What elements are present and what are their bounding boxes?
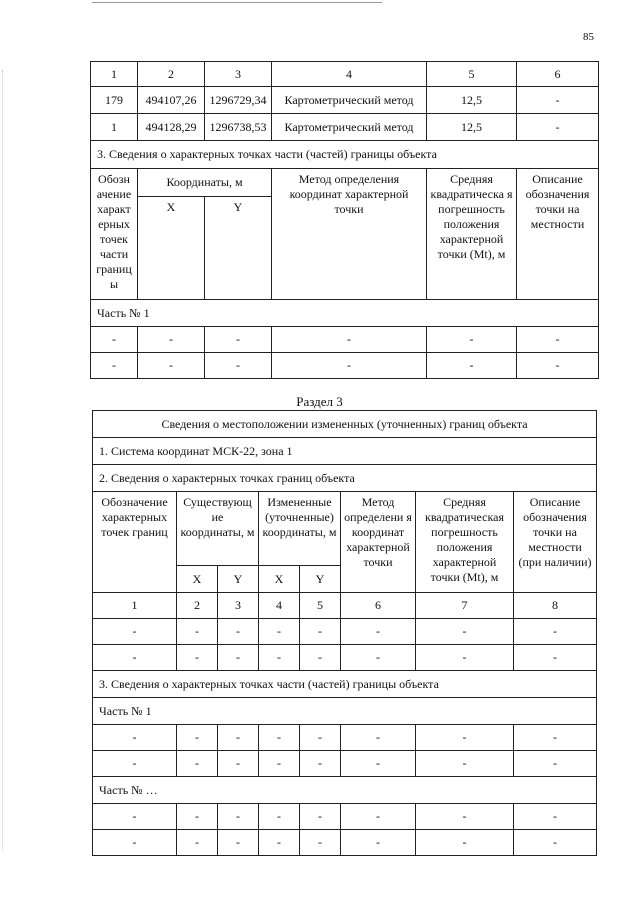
table-cell: - [517, 114, 599, 141]
table-cell: 1296729,34 [205, 87, 272, 114]
table-cell: - [218, 619, 259, 645]
table-cell: 494107,26 [138, 87, 205, 114]
page-number: 85 [583, 31, 594, 43]
header-description: Описание обозначения точки на местности [517, 169, 599, 300]
table-cell: - [300, 619, 341, 645]
header-y: Y [300, 566, 341, 593]
header-designation: Обозн ачение характ ерных точек части границ ы [91, 169, 138, 300]
table-cell: - [517, 87, 599, 114]
table-cell: - [300, 804, 341, 830]
table-cell: - [514, 645, 597, 671]
col-num-cell: 4 [272, 62, 427, 87]
table-cell: - [259, 830, 300, 856]
column-number-row [91, 62, 599, 87]
table-cell: - [259, 804, 300, 830]
table-row [93, 804, 597, 830]
col-num-cell: 1 [93, 593, 177, 619]
table-cell: - [93, 830, 177, 856]
table-cell: - [218, 645, 259, 671]
table-cell: Картометрический метод [272, 114, 427, 141]
col-num-cell: 3 [205, 62, 272, 87]
part-label-row [91, 300, 599, 327]
header-coordinates: Координаты, м [138, 169, 272, 197]
header-y: Y [205, 197, 272, 300]
col-num-cell: 6 [517, 62, 599, 87]
table-cell: - [514, 751, 597, 777]
table-cell: - [93, 619, 177, 645]
table-cell: - [272, 327, 427, 353]
table-cell: 12,5 [427, 114, 517, 141]
table-cell: - [517, 353, 599, 379]
table-cell: - [91, 327, 138, 353]
table-row [93, 725, 597, 751]
header-method: Метод определени я координат характерной точки [341, 492, 416, 593]
table-cell: 1296738,53 [205, 114, 272, 141]
table-cell: - [416, 804, 514, 830]
table-cell: - [514, 830, 597, 856]
table-row [93, 619, 597, 645]
scan-top-line [92, 2, 382, 3]
table-cell: - [177, 619, 218, 645]
table-cell: Картометрический метод [272, 87, 427, 114]
section-title-row [91, 141, 599, 169]
table-cell: - [218, 751, 259, 777]
table-cell: - [177, 830, 218, 856]
section3-title: 3. Сведения о характерных точках части (частей) границы объекта [91, 141, 599, 169]
boundary-points-table [90, 61, 599, 379]
table-cell: - [93, 751, 177, 777]
section3-title: 3. Сведения о характерных точках части (частей) границы объекта [93, 671, 597, 698]
table-cell: - [416, 725, 514, 751]
table-cell: - [300, 751, 341, 777]
table-cell: - [427, 327, 517, 353]
header-designation: Обозначение характерных точек границ [93, 492, 177, 593]
section-title-row [93, 465, 597, 492]
col-num-cell: 3 [218, 593, 259, 619]
section2-title: 2. Сведения о характерных точках границ объекта [93, 465, 597, 492]
col-num-cell: 2 [177, 593, 218, 619]
table-cell: - [427, 353, 517, 379]
table-cell: - [218, 804, 259, 830]
table-cell: - [205, 353, 272, 379]
coord-system-row [93, 438, 597, 465]
header-row [91, 169, 599, 197]
table-cell: - [300, 830, 341, 856]
part-label-row [93, 777, 597, 804]
table-cell: - [341, 751, 416, 777]
table-cell: 179 [91, 87, 138, 114]
table-cell: - [177, 725, 218, 751]
table-cell: - [93, 645, 177, 671]
header-x: X [259, 566, 300, 593]
col-num-cell: 2 [138, 62, 205, 87]
table-cell: - [416, 830, 514, 856]
table-cell: - [218, 725, 259, 751]
table-cell: - [91, 353, 138, 379]
section-title-row [93, 671, 597, 698]
table-cell: 494128,29 [138, 114, 205, 141]
header-row [93, 492, 597, 566]
part-label: Часть № … [93, 777, 597, 804]
table-cell: - [341, 619, 416, 645]
table-cell: - [272, 353, 427, 379]
table-row [93, 830, 597, 856]
table-cell: 1 [91, 114, 138, 141]
table-cell: - [205, 327, 272, 353]
table-cell: - [300, 725, 341, 751]
table-cell: - [259, 751, 300, 777]
table-row [91, 327, 599, 353]
col-num-cell: 1 [91, 62, 138, 87]
table-cell: - [138, 353, 205, 379]
col-num-cell: 6 [341, 593, 416, 619]
col-num-cell: 8 [514, 593, 597, 619]
col-num-cell: 5 [427, 62, 517, 87]
part-label: Часть № 1 [91, 300, 599, 327]
header-x: X [177, 566, 218, 593]
table-cell: - [341, 804, 416, 830]
table-cell: - [177, 645, 218, 671]
coord-system: 1. Система координат МСК-22, зона 1 [93, 438, 597, 465]
table-cell: - [517, 327, 599, 353]
table-cell: - [93, 725, 177, 751]
scan-edge-mark [2, 70, 4, 850]
title-row [93, 411, 597, 438]
table-cell: - [341, 725, 416, 751]
table-cell: - [514, 619, 597, 645]
table-cell: - [416, 645, 514, 671]
header-existing-coords: Существующ ие координаты, м [177, 492, 259, 566]
table-row [93, 751, 597, 777]
header-description: Описание обозначения точки на местности (при наличии) [514, 492, 597, 593]
table-cell: - [177, 751, 218, 777]
header-changed-coords: Измененные (уточненные) координаты, м [259, 492, 341, 566]
section-heading: Раздел 3 [296, 394, 343, 409]
changed-boundaries-table [92, 410, 597, 856]
table-cell: - [514, 725, 597, 751]
table-cell: - [259, 645, 300, 671]
header-method: Метод определения координат характерной точки [272, 169, 427, 300]
table-row [93, 645, 597, 671]
table-cell: - [259, 619, 300, 645]
header-y: Y [218, 566, 259, 593]
header-error: Средняя квадратическа я погрешность положения характерной точки (Mt), м [427, 169, 517, 300]
header-x: X [138, 197, 205, 300]
table-cell: - [341, 645, 416, 671]
col-num-cell: 5 [300, 593, 341, 619]
table-cell: - [177, 804, 218, 830]
table-cell: - [218, 830, 259, 856]
table-title: Сведения о местоположении измененных (уточненных) границ объекта [93, 411, 597, 438]
table-cell: 12,5 [427, 87, 517, 114]
table-cell: - [416, 751, 514, 777]
table-row [91, 87, 599, 114]
col-num-cell: 4 [259, 593, 300, 619]
table-cell: - [514, 804, 597, 830]
table-cell: - [93, 804, 177, 830]
part-label: Часть № 1 [93, 698, 597, 725]
table-cell: - [341, 830, 416, 856]
header-error: Средняя квадратическая погрешность положения характерной точки (Mt), м [416, 492, 514, 593]
col-num-cell: 7 [416, 593, 514, 619]
table-cell: - [300, 645, 341, 671]
table-row [91, 353, 599, 379]
column-number-row [93, 593, 597, 619]
table-cell: - [416, 619, 514, 645]
part-label-row [93, 698, 597, 725]
table-cell: - [259, 725, 300, 751]
table-cell: - [138, 327, 205, 353]
table-row [91, 114, 599, 141]
